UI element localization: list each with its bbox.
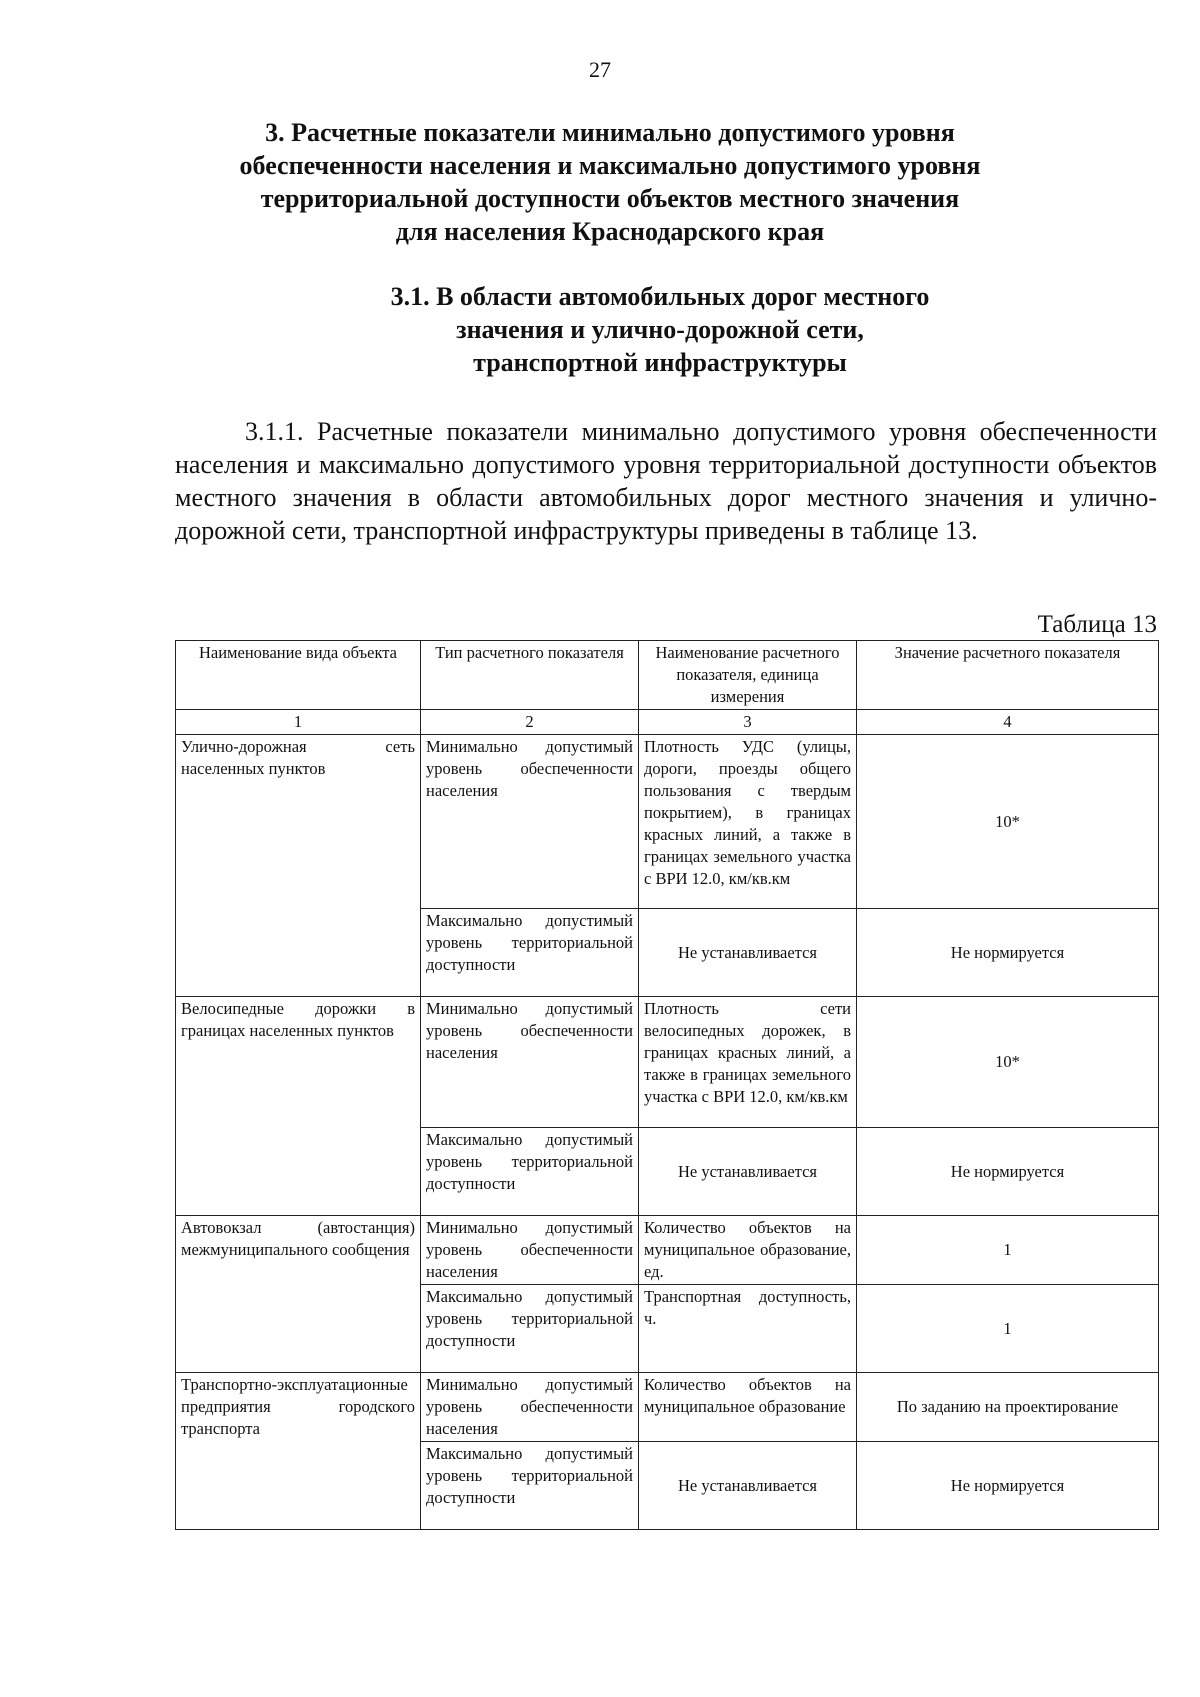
header-cell: Тип расчетного показателя (421, 641, 639, 710)
table-header-row (176, 641, 1159, 710)
column-number: 1 (176, 710, 421, 735)
type-cell: Максимально допустимый уровень территориальной доступности (421, 909, 639, 997)
subsection-heading (360, 280, 960, 379)
heading-line: значения и улично-дорожной сети, (456, 315, 864, 344)
value-cell: 10* (857, 997, 1159, 1128)
indicator-cell: Не устанавливается (639, 1442, 857, 1530)
value-cell: 1 (857, 1285, 1159, 1373)
table-row (176, 997, 1159, 1128)
heading-line: 3.1. В области автомобильных дорог местного (390, 282, 930, 311)
type-cell: Минимально допустимый уровень обеспеченности населения (421, 1216, 639, 1285)
type-cell: Минимально допустимый уровень обеспеченности населения (421, 997, 639, 1128)
column-number: 4 (857, 710, 1159, 735)
table-row (176, 1216, 1159, 1285)
table-row (176, 1373, 1159, 1442)
heading-line: для населения Краснодарского края (395, 217, 825, 246)
type-cell: Минимально допустимый уровень обеспеченности населения (421, 1373, 639, 1442)
indicator-cell: Плотность сети велосипедных дорожек, в границах красных линий, а также в границах земельного участка с ВРИ 12.0, км/кв.км (639, 997, 857, 1128)
type-cell: Максимально допустимый уровень территориальной доступности (421, 1128, 639, 1216)
table-row (176, 735, 1159, 909)
column-number: 3 (639, 710, 857, 735)
heading-line: обеспеченности населения и максимально допустимого уровня (239, 151, 981, 180)
column-number: 2 (421, 710, 639, 735)
value-cell: По заданию на проектирование (857, 1373, 1159, 1442)
object-cell: Улично-дорожная сеть населенных пунктов (176, 735, 421, 997)
heading-line: транспортной инфраструктуры (473, 348, 847, 377)
type-cell: Максимально допустимый уровень территориальной доступности (421, 1285, 639, 1373)
header-cell: Наименование расчетного показателя, единица измерения (639, 641, 857, 710)
object-cell: Велосипедные дорожки в границах населенных пунктов (176, 997, 421, 1216)
table-caption: Таблица 13 (1037, 611, 1157, 638)
indicator-cell: Не устанавливается (639, 1128, 857, 1216)
value-cell: Не нормируется (857, 1128, 1159, 1216)
object-cell: Автовокзал (автостанция) межмуниципального сообщения (176, 1216, 421, 1373)
indicator-cell: Количество объектов на муниципальное образование (639, 1373, 857, 1442)
page-number: 27 (589, 57, 611, 82)
value-cell: 1 (857, 1216, 1159, 1285)
indicator-cell: Не устанавливается (639, 909, 857, 997)
column-number-row (176, 710, 1159, 735)
type-cell: Минимально допустимый уровень обеспеченности населения (421, 735, 639, 909)
section-heading (180, 116, 1040, 248)
heading-line: территориальной доступности объектов местного значения (260, 184, 960, 213)
indicator-cell: Количество объектов на муниципальное образование, ед. (639, 1216, 857, 1285)
value-cell: 10* (857, 735, 1159, 909)
header-cell: Наименование вида объекта (176, 641, 421, 710)
body-paragraph: 3.1.1. Расчетные показатели минимально допустимого уровня обеспеченности населения и максимально допустимого уровня территориальной доступности объектов местного значения в области автомобильных дорог местного значения и улично-дорожной сети, транспортной инфраструктуры приведены в таблице 13. (175, 417, 1157, 545)
indicators-table (175, 640, 1159, 1530)
value-cell: Не нормируется (857, 1442, 1159, 1530)
header-cell: Значение расчетного показателя (857, 641, 1159, 710)
indicator-cell: Транспортная доступность, ч. (639, 1285, 857, 1373)
type-cell: Максимально допустимый уровень территориальной доступности (421, 1442, 639, 1530)
object-cell: Транспортно-эксплуатационные предприятия городского транспорта (176, 1373, 421, 1530)
indicator-cell: Плотность УДС (улицы, дороги, проезды общего пользования с твердым покрытием), в границах красных линий, а также в границах земельного участка с ВРИ 12.0, км/кв.км (639, 735, 857, 909)
value-cell: Не нормируется (857, 909, 1159, 997)
heading-line: 3. Расчетные показатели минимально допустимого уровня (265, 118, 955, 147)
